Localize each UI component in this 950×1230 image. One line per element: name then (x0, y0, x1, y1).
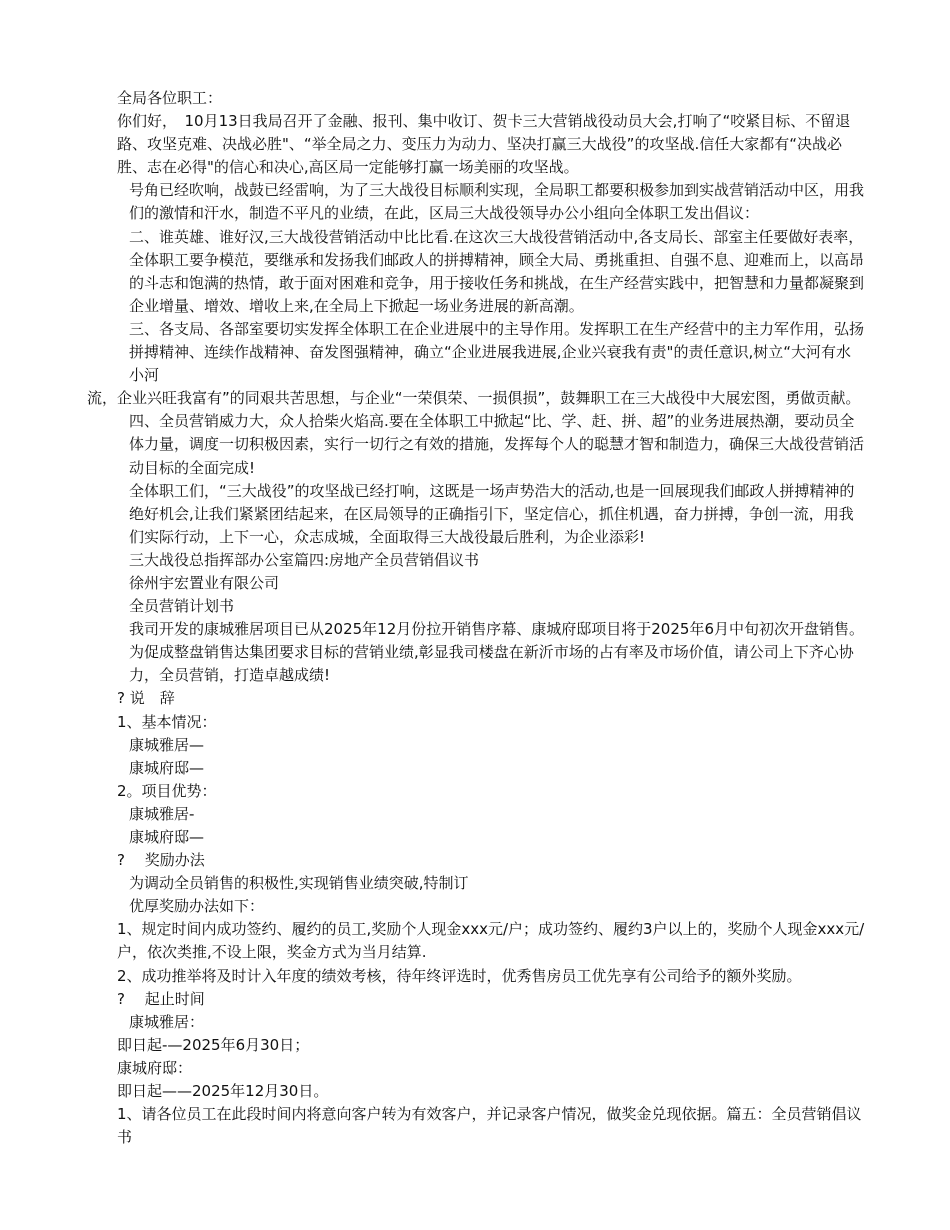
paragraph-point-3-cont: 流，企业兴旺我富有”的同艰共苦思想，与企业“一荣俱荣、一损俱损”，鼓舞职工在三大战役中大展宏图，勇做贡献。 (87, 389, 861, 408)
paragraph-closing: 全体职工们，“三大战役”的攻坚战已经打响，这既是一场声势浩大的活动,也是一回展现我们邮政人拼搏精神的绝好机会,让我们紧紧团结起来，在区局领导的正确指引下，坚定信心，抓住机遇，奋力拼搏，争创一流，用我们实际行动，上下一心，众志成城，全面取得三大战役最后胜利，为企业添彩! (129, 481, 855, 546)
paragraph-greeting: 你们好， 10月13日我局召开了金融、报刊、集中收订、贺卡三大营销战役动员大会,打响了“咬紧目标、不留退路、攻坚克难、决战必胜"、“举全局之力、变压力为动力、坚决打赢三大战役”的攻坚战.信任大家都有“决战必胜、志在必得"的信心和决心,高区局一定能够打赢一场美丽的攻坚战。 (117, 112, 851, 177)
list-item: 2。项目优势： (117, 781, 217, 800)
list-item: 优厚奖励办法如下： (129, 897, 265, 916)
list-item: 康城府邸— (129, 828, 205, 846)
list-item: 康城雅居： (129, 1012, 205, 1031)
list-item: 康城府邸： (117, 1058, 193, 1077)
signature-line: 三大战役总指挥部办公室篇四:房地产全员营销倡议书 (129, 550, 480, 569)
section-heading: ? 说 辞 (117, 689, 175, 708)
reward-rule-2: 2、成功推举将及时计入年度的绩效考核，待年终评选时，优秀售房员工优先享有公司给予的额外奖励。 (117, 966, 802, 985)
paragraph-point-4: 四、全员营销威力大，众人拾柴火焰高.要在全体职工中掀起“比、学、赶、拼、超”的业务进展热潮，要动员全体力量，调度一切积极因素，实行一切行之有效的措施，发挥每个人的聪慧才智和制造力，确保三大战役营销活动目标的全面完成! (129, 412, 865, 477)
paragraph-point-2: 二、谁英雄、谁好汉,三大战役营销活动中比比看.在这次三大战役营销活动中,各支局长、部室主任要做好表率，全体职工要争模范，要继承和发扬我们邮政人的拼搏精神，顾全大局、勇挑重担、自强不息、迎难而上，以高昂的斗志和饱满的热情，敢于面对困难和竞争，用于接收任务和挑战，在生产经营实践中，把智慧和力量都凝聚到企业增量、增效、增收上来,在全局上下掀起一场业务进展的新高潮。 (129, 227, 865, 315)
plan-title: 全员营销计划书 (129, 597, 235, 616)
list-item: 康城雅居- (129, 804, 195, 823)
list-item: 康城雅居— (129, 735, 205, 754)
reward-rule-1: 1、规定时间内成功签约、履约的员工,奖励个人现金xxx元/户；成功签约、履约3户以上的，奖励个人现金xxx元/户，依次类推,不设上限，奖金方式为当月结算. (117, 920, 865, 962)
list-item: 1、基本情况： (117, 712, 217, 731)
list-item: 即日起——2025年12月30日。 (117, 1082, 329, 1101)
list-item: 康城府邸— (129, 758, 205, 777)
section-heading: ? 奖励办法 (117, 851, 205, 870)
paragraph-call: 号角已经吹响，战鼓已经雷响，为了三大战役目标顺利实现，全局职工都要积极参加到实战营销活动中区，用我们的激情和汗水，制造不平凡的业绩，在此，区局三大战役领导办公小组向全体职工发出倡议： (129, 181, 865, 223)
paragraph-point-3: 三、各支局、各部室要切实发挥全体职工在企业进展中的主导作用。发挥职工在生产经营中的主力军作用，弘扬拼搏精神、连续作战精神、奋发图强精神，确立“企业进展我进展,企业兴衰我有责"的责任意识,树立“大河有水小河 (129, 319, 865, 385)
paragraph-final: 1、请各位员工在此段时间内将意向客户转为有效客户，并记录客户情况，做奖金兑现依据。篇五：全员营销倡议书 (117, 1105, 862, 1147)
list-item: 为调动全员销售的积极性,实现销售业绩突破,特制订 (129, 874, 469, 893)
company-name: 徐州宇宏置业有限公司 (129, 573, 280, 592)
list-item: 即日起-—2025年6月30日； (117, 1035, 310, 1054)
document-body (87, 87, 872, 1149)
salutation: 全局各位职工： (117, 89, 223, 107)
paragraph-intro: 我司开发的康城雅居项目已从2025年12月份拉开销售序幕、康城府邸项目将于2025年6月中旬初次开盘销售。 为促成整盘销售达集团要求目标的营销业绩,彰显我司楼盘在新沂市场的占有率及市场价值，请公司上下齐心协力，全员营销，打造卓越成绩! (129, 620, 872, 685)
section-heading: ? 起止时间 (117, 989, 205, 1008)
